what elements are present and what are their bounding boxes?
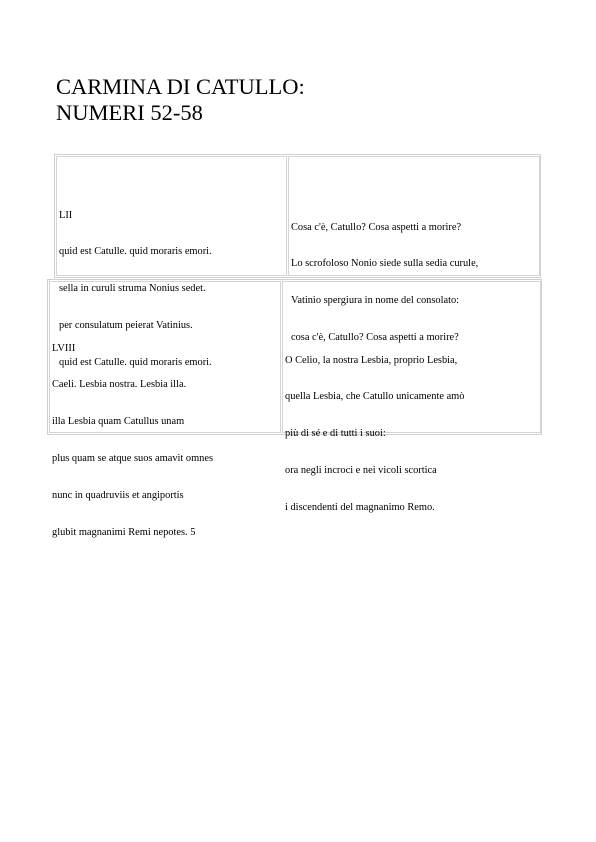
latin-verse-line: plus quam se atque suos amavit omnes	[52, 453, 214, 465]
poem-number: LII	[59, 209, 73, 221]
latin-verse-line: Caeli. Lesbia nostra. Lesbia illa.	[52, 379, 187, 391]
latin-verse-line: quid est Catulle. quid moraris emori.	[59, 246, 212, 258]
italian-verse-line: O Celio, la nostra Lesbia, proprio Lesbia,	[285, 354, 458, 366]
italian-verse-line: i discendenti del magnanimo Remo.	[285, 502, 435, 514]
page-title-line-1: CARMINA DI CATULLO:	[56, 74, 305, 99]
latin-verse-line: sella in curuli struma Nonius sedet.	[59, 283, 206, 295]
italian-verse-line: ora negli incroci e nei vicoli scortica	[285, 465, 437, 477]
italian-verse-line: Lo scrofoloso Nonio siede sulla sedia curule,	[291, 258, 479, 270]
italian-verse-line: più di sé e di tutti i suoi:	[285, 428, 386, 440]
latin-text-cell	[49, 281, 281, 539]
latin-verse-line: per consulatum peierat Vatinius.	[59, 320, 193, 332]
italian-verse-line: cosa c'è, Catullo? Cosa aspetti a morire?	[291, 332, 459, 344]
italian-translation-cell	[288, 156, 540, 344]
latin-verse-line: glubit magnanimi Remi nepotes. 5	[52, 527, 196, 539]
poem-number: LVIII	[52, 342, 76, 354]
italian-translation-cell	[282, 281, 541, 514]
page-title	[56, 74, 536, 126]
italian-verse-block	[285, 330, 464, 539]
italian-verse-line: Cosa c'è, Catullo? Cosa aspetti a morire?	[291, 221, 462, 233]
italian-verse-line: Vatinio spergiura in nome del consolato:	[291, 295, 460, 307]
latin-verse-line: quid est Catulle. quid moraris emori.	[59, 357, 212, 369]
latin-verse-line: illa Lesbia quam Catullus unam	[52, 416, 185, 428]
italian-verse-line: quella Lesbia, che Catullo unicamente amò	[285, 391, 465, 403]
latin-verse-block	[52, 318, 213, 564]
page-title-line-2: NUMERI 52-58	[56, 100, 203, 125]
latin-verse-line: nunc in quadruviis et angiportis	[52, 490, 184, 502]
poem-table-lviii	[47, 279, 542, 539]
